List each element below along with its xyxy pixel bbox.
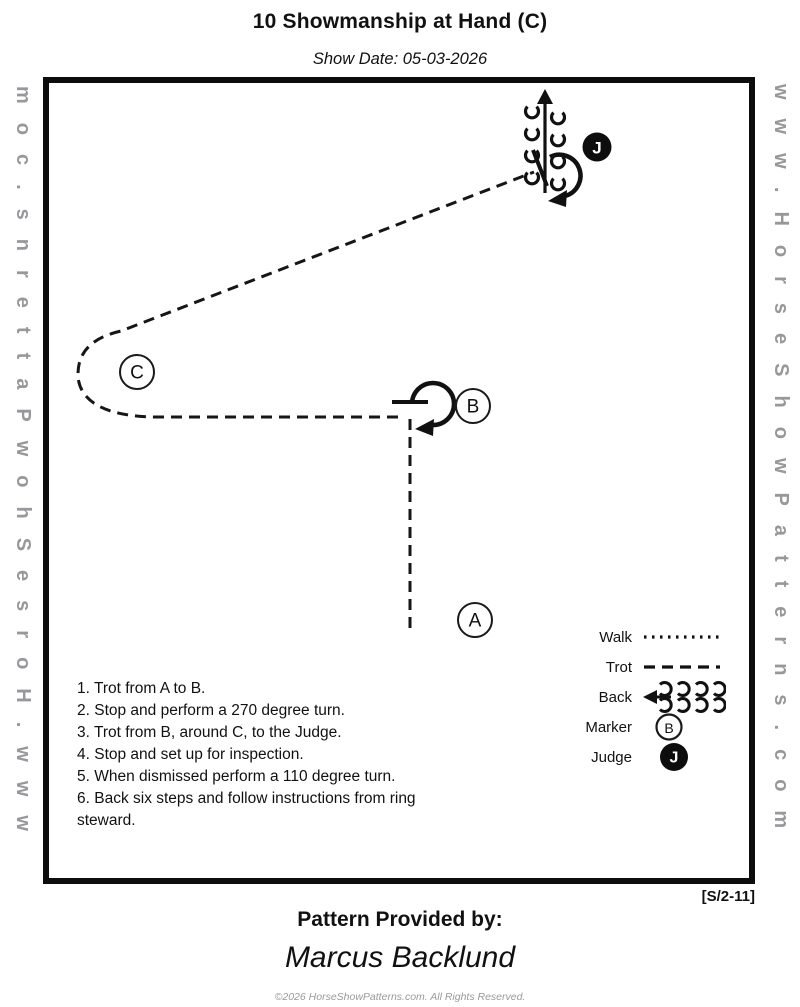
instruction-step: 4. Stop and set up for inspection. bbox=[77, 746, 304, 763]
copyright-text: ©2026 HorseShowPatterns.com. All Rights Reserved. bbox=[274, 991, 526, 1003]
marker-b bbox=[456, 389, 490, 423]
marker-a bbox=[458, 603, 492, 637]
svg-text:C: C bbox=[130, 362, 144, 384]
legend-row-walk bbox=[582, 622, 726, 652]
watermark-right: www.HorseShowPatterns.com bbox=[770, 84, 792, 848]
instruction-step: 5. When dismissed perform a 110 degree turn. bbox=[77, 768, 396, 785]
show-date: Show Date: 05-03-2026 bbox=[312, 50, 488, 68]
instructions-list bbox=[77, 678, 475, 832]
pattern-code: [S/2-11] bbox=[701, 888, 755, 905]
back-steps-icon bbox=[641, 680, 726, 714]
legend-row-judge bbox=[582, 742, 726, 772]
judge-letter: J bbox=[592, 138, 602, 158]
legend-row-back bbox=[582, 682, 726, 712]
back-steps-symbol bbox=[526, 101, 565, 193]
marker-c bbox=[120, 355, 154, 389]
legend-marker-label: Marker bbox=[585, 718, 632, 736]
instruction-step: 3. Trot from B, around C, to the Judge. bbox=[77, 724, 342, 741]
provided-by-label: Pattern Provided by: bbox=[297, 908, 503, 931]
legend-judge-label: Judge bbox=[591, 748, 632, 766]
turn-arrowhead-b bbox=[415, 419, 434, 436]
back-steps-arrowhead bbox=[537, 89, 553, 104]
svg-text:J: J bbox=[669, 749, 679, 767]
svg-text:A: A bbox=[468, 610, 482, 632]
page-title: 10 Showmanship at Hand (C) bbox=[252, 10, 548, 33]
walk-line-icon bbox=[641, 622, 723, 652]
legend bbox=[582, 622, 726, 772]
instruction-step: 2. Stop and perform a 270 degree turn. bbox=[77, 702, 345, 719]
turn-arrowhead-judge bbox=[548, 190, 567, 207]
svg-text:B: B bbox=[664, 720, 674, 736]
provided-by-name: Marcus Backlund bbox=[284, 941, 516, 974]
marker-icon bbox=[641, 712, 723, 742]
instruction-step: 6. Back six steps and follow instructions from ring steward. bbox=[77, 790, 416, 829]
instruction-step: 1. Trot from A to B. bbox=[77, 680, 206, 697]
legend-row-marker bbox=[582, 712, 726, 742]
legend-row-trot bbox=[582, 652, 726, 682]
judge-icon-legend bbox=[641, 741, 723, 773]
svg-text:B: B bbox=[466, 396, 480, 418]
watermark-left: moc.snrettaPwohSesroH.www bbox=[12, 86, 34, 850]
trot-line-icon bbox=[641, 652, 723, 682]
legend-trot-label: Trot bbox=[605, 658, 632, 676]
legend-walk-label: Walk bbox=[599, 628, 632, 646]
legend-back-label: Back bbox=[598, 688, 632, 706]
